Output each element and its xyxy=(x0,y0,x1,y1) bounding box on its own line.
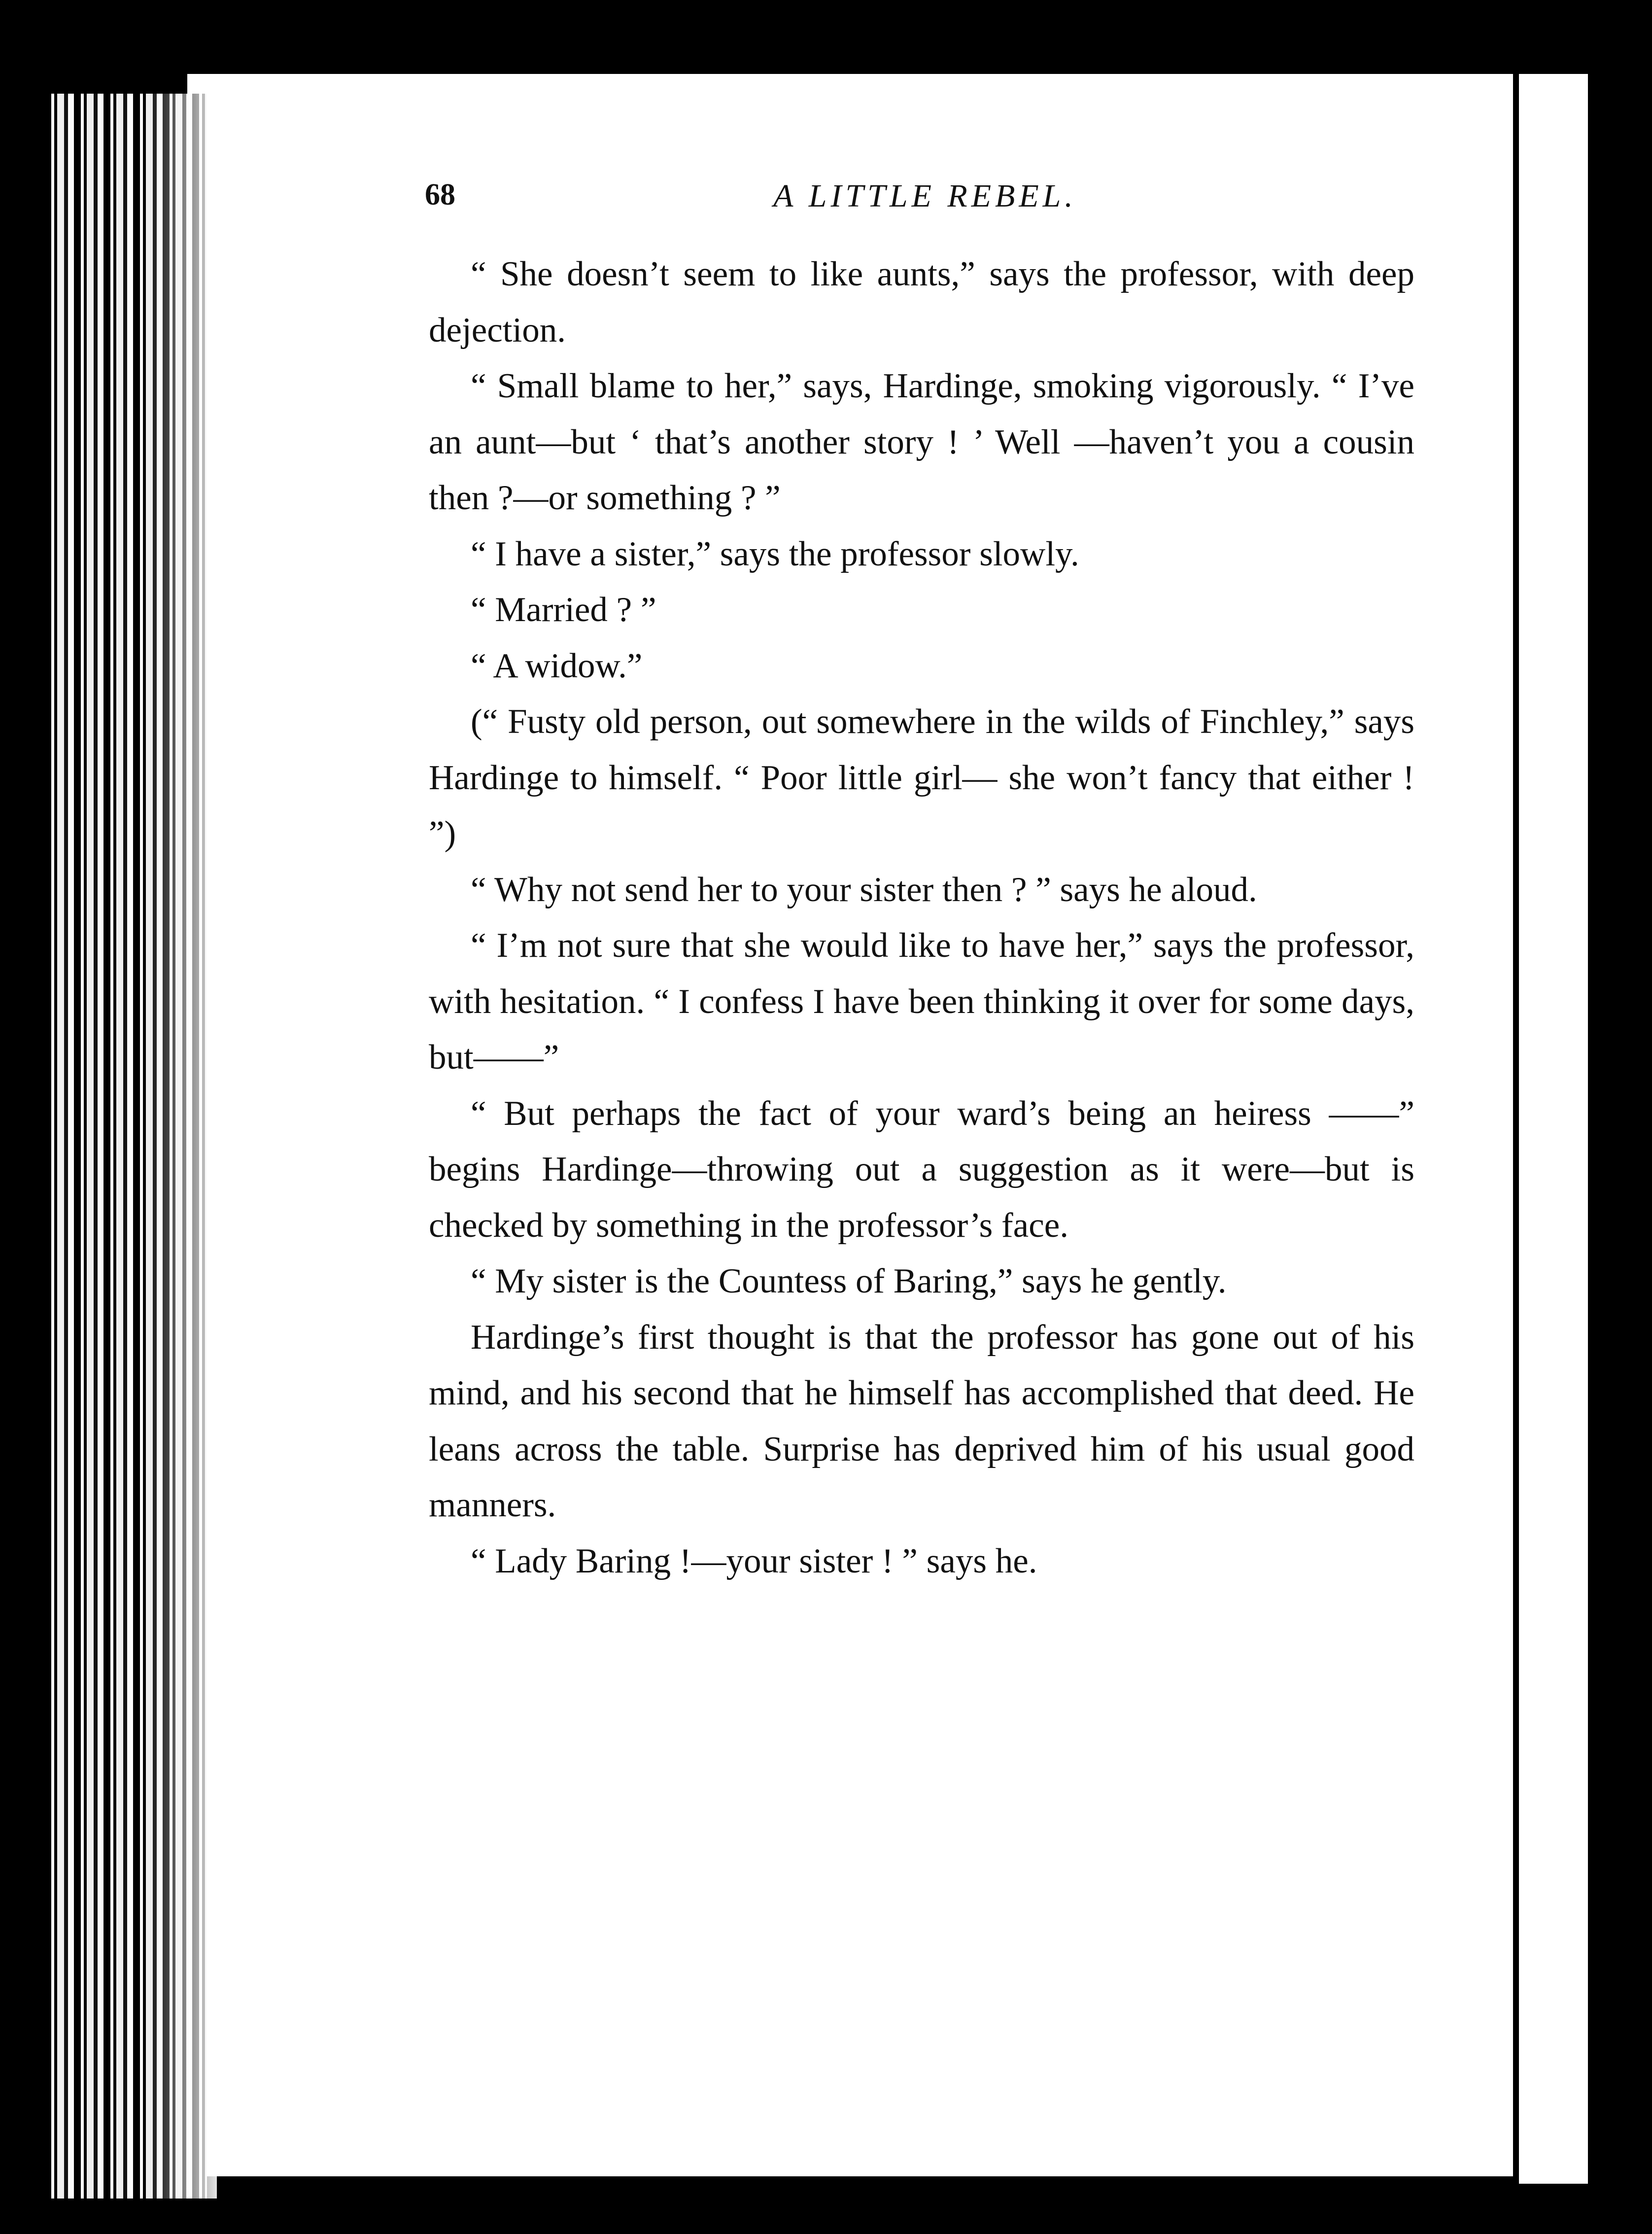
paragraph: “ A widow.” xyxy=(471,646,643,685)
running-title: A LITTLE REBEL. xyxy=(773,178,1077,214)
paragraph: “ My sister is the Countess of Baring,” says he gently. xyxy=(471,1262,1227,1300)
paragraph: “ I’m not sure that she would like to have her,” says the professor, with hesitation. “ I confess I have been thinking it over for some days, but——” xyxy=(429,926,1414,1077)
paragraph: (“ Fusty old person, out somewhere in the wilds of Finchley,” says Hardinge to himself. “ Poor little girl— she won’t fancy that either ! ”) xyxy=(429,702,1414,853)
book-edge-right xyxy=(1588,74,1598,2184)
paragraph: Hardinge’s first thought is that the professor has gone out of his mind, and his second that he himself has accomplished that deed. He leans across the table. Surprise has deprived him of his usual good manners. xyxy=(429,1318,1414,1524)
page-header xyxy=(425,177,1425,227)
book-edge-shadow xyxy=(148,94,217,2199)
paragraph: “ Lady Baring !—your sister ! ” says he. xyxy=(471,1541,1037,1580)
paragraph: “ Married ? ” xyxy=(471,591,656,629)
paragraph: “ She doesn’t seem to like aunts,” says the professor, with deep dejection. xyxy=(429,255,1414,349)
paragraph: “ I have a sister,” says the professor slowly. xyxy=(471,534,1079,573)
body-text xyxy=(429,246,1414,1589)
page-number: 68 xyxy=(425,178,455,211)
page-edge-right xyxy=(1513,74,1519,2179)
margin-strip-right xyxy=(1519,74,1588,2184)
paragraph: “ But perhaps the fact of your ward’s being an heiress ——” begins Hardinge—throwing out a suggestion as it were—but is checked by something in the professor’s face. xyxy=(429,1094,1414,1245)
paragraph: “ Small blame to her,” says, Hardinge, smoking vigorously. “ I’ve an aunt—but ‘ that’s another story ! ’ Well —haven’t you a cousin then ?—or something ? ” xyxy=(429,367,1414,517)
paragraph: “ Why not send her to your sister then ? ” says he aloud. xyxy=(471,870,1257,909)
